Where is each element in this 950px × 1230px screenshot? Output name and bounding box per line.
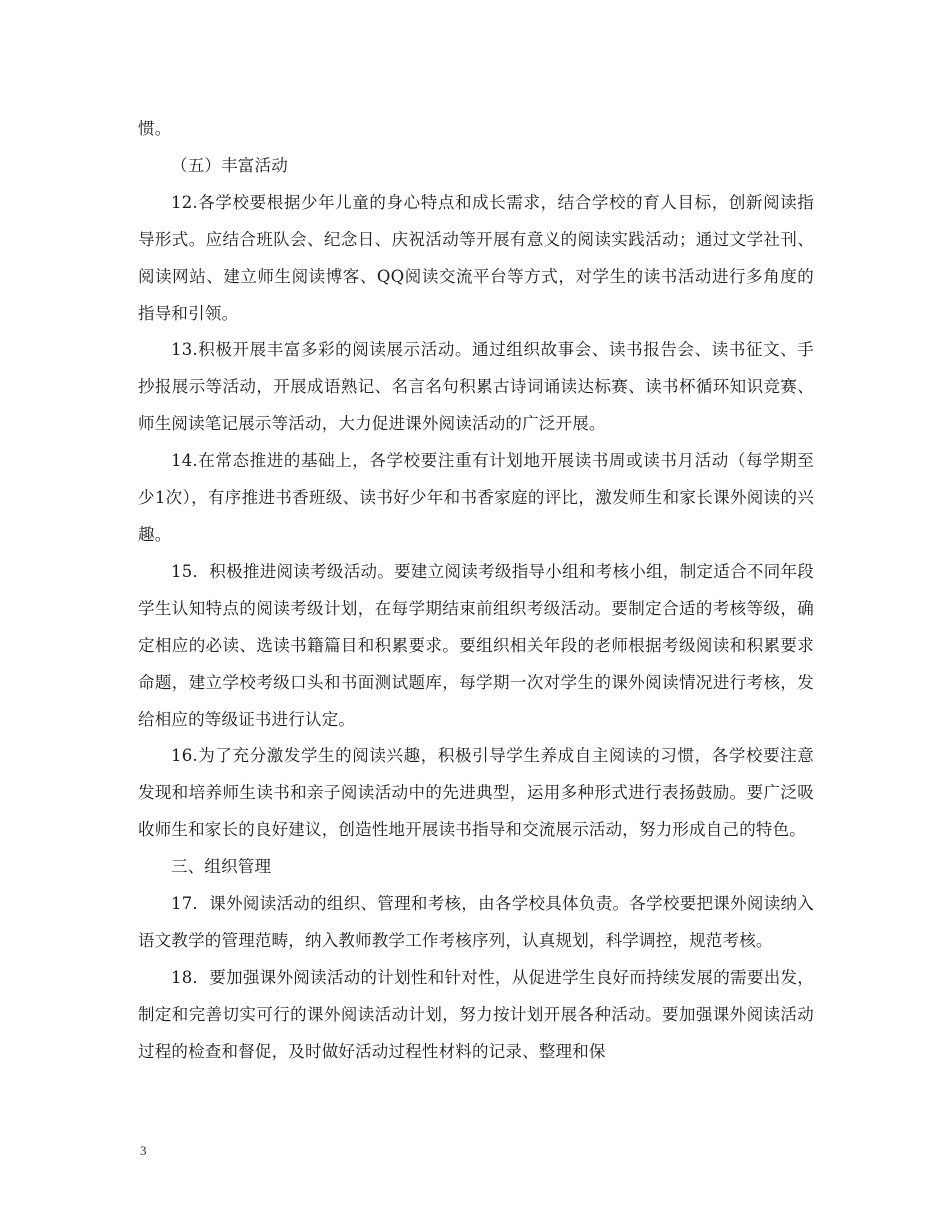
paragraph-item-17: 17．课外阅读活动的组织、管理和考核，由各学校具体负责。各学校要把课外阅读纳入语文教学的管理范畴，纳入教师教学工作考核序列，认真规划，科学调控，规范考核。	[138, 894, 814, 950]
paragraph-item-15: 15．积极推进阅读考级活动。要建立阅读考级指导小组和考核小组，制定适合不同年段学生认知特点的阅读考级计划，在每学期结束前组织考级活动。要制定合适的考核等级，确定相应的必读、选读书籍篇目和积累要求。要组织相关年段的老师根据考级阅读和积累要求命题，建立学校考级口头和书面测试题库，每学期一次对学生的课外阅读情况进行考核，发给相应的等级证书进行认定。	[138, 561, 814, 729]
section-heading-organization: 三、组织管理	[171, 857, 272, 877]
section-heading-rich-activities: （五）丰富活动	[171, 155, 288, 175]
page-number: 3	[140, 1143, 147, 1158]
document-body	[138, 111, 814, 1071]
paragraph-item-16: 16.为了充分激发学生的阅读兴趣，积极引导学生养成自主阅读的习惯，各学校要注意发现和培养师生读书和亲子阅读活动中的先进典型，运用多种形式进行表扬鼓励。要广泛吸收师生和家长的良好建议，创造性地开展读书指导和交流展示活动，努力形成自己的特色。	[138, 746, 814, 840]
paragraph-continuation: 惯。	[138, 119, 172, 138]
paragraph-item-14: 14.在常态推进的基础上，各学校要注重有计划地开展读书周或读书月活动（每学期至少1次），有序推进书香班级、读书好少年和书香家庭的评比，激发师生和家长课外阅读的兴趣。	[138, 451, 814, 544]
paragraph-item-18: 18．要加强课外阅读活动的计划性和针对性，从促进学生良好而持续发展的需要出发，制定和完善切实可行的课外阅读活动计划，努力按计划开展各种活动。要加强课外阅读活动过程的检查和督促，及时做好活动过程性材料的记录、整理和保	[138, 967, 814, 1061]
paragraph-item-12: 12.各学校要根据少年儿童的身心特点和成长需求，结合学校的育人目标，创新阅读指导形式。应结合班队会、纪念日、庆祝活动等开展有意义的阅读实践活动；通过文学社刊、阅读网站、建立师生阅读博客、QQ阅读交流平台等方式，对学生的读书活动进行多角度的指导和引领。	[138, 192, 814, 323]
paragraph-item-13: 13.积极开展丰富多彩的阅读展示活动。通过组织故事会、读书报告会、读书征文、手抄报展示等活动，开展成语熟记、名言名句积累古诗词诵读达标赛、读书杯循环知识竞赛、师生阅读笔记展示等活动，大力促进课外阅读活动的广泛开展。	[138, 340, 814, 434]
